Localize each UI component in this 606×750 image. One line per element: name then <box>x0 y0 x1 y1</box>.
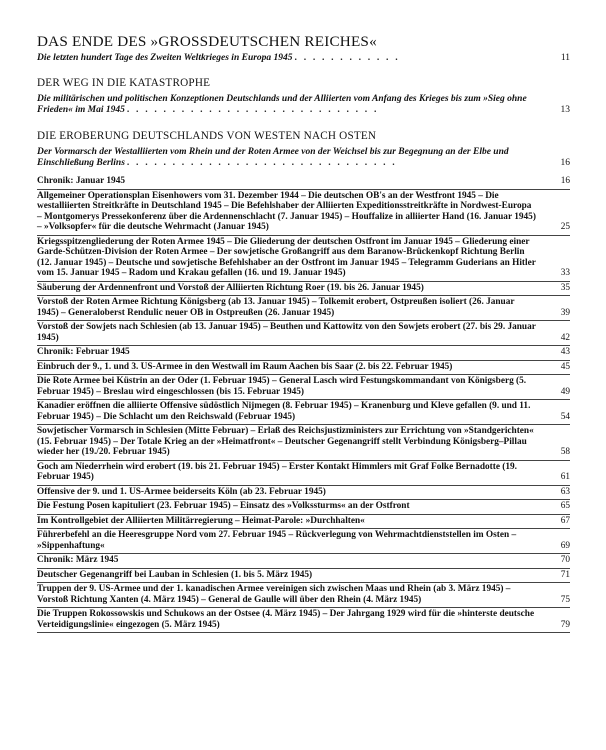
toc-entry[interactable] <box>37 175 570 190</box>
page-number: 75 <box>560 594 570 605</box>
toc-entry-text: Säuberung der Ardennenfront und Vorstoß der Alliierten Richtung Roer (19. bis 26. Januar 1945) <box>37 282 424 293</box>
section-eroberung <box>37 129 570 633</box>
page-number: 79 <box>560 619 570 630</box>
section-subtitle-row[interactable] <box>37 94 570 116</box>
toc-entry[interactable] <box>37 554 570 569</box>
page-number: 61 <box>560 472 570 482</box>
toc-entry[interactable] <box>37 236 570 282</box>
toc-entry-text: Sowjetischer Vormarsch in Schlesien (Mitte Februar) – Erlaß des Reichsjustizministers zur Errichtung von »Standgerichten« (15. Februar 1945) – Der Totale Krieg an der »Heimatfront« – Deutscher Gegenangriff stellt Verbindung Königsberg–Pillau wieder her (19./20. Februar 1945) <box>37 426 534 457</box>
toc-entry[interactable] <box>37 461 570 486</box>
toc-entry[interactable] <box>37 583 570 608</box>
page-number: 70 <box>560 555 570 565</box>
page-number: 13 <box>560 105 570 115</box>
toc-entry[interactable] <box>37 500 570 515</box>
toc-entry[interactable] <box>37 296 570 321</box>
section-subtitle-row[interactable] <box>37 53 570 64</box>
toc-entry[interactable] <box>37 361 570 376</box>
toc-entry[interactable] <box>37 282 570 297</box>
section-weg-katastrophe <box>37 76 570 116</box>
page-number: 11 <box>560 53 570 63</box>
toc-entry-list <box>37 175 570 633</box>
page-number: 16 <box>560 158 570 168</box>
page-number: 54 <box>560 411 570 422</box>
page-number: 69 <box>560 540 570 551</box>
toc-entry-text: Goch am Niederrhein wird erobert (19. bis 21. Februar 1945) – Erster Kontakt Himmlers mit Graf Folke Bernadotte (19. Februar 1945) <box>37 461 518 482</box>
toc-entry[interactable] <box>37 375 570 400</box>
section-subtitle: Die letzten hundert Tage des Zweiten Weltkrieges in Europa 1945 . . . . . . . . . . . . <box>37 53 401 63</box>
toc-entry[interactable] <box>37 400 570 425</box>
page-number: 49 <box>560 386 570 397</box>
page-number: 71 <box>560 569 570 580</box>
toc-entry[interactable] <box>37 190 570 236</box>
toc-entry-text: Führerbefehl an die Heeresgruppe Nord vom 27. Februar 1945 – Rückverlegung von Wehrmachtdienststellen im Osten – »Sippenhaftung« <box>37 530 517 551</box>
page-number: 39 <box>560 307 570 318</box>
page-number: 63 <box>560 486 570 497</box>
page-number: 42 <box>560 332 570 343</box>
page-number: 65 <box>560 501 570 511</box>
leader-dots: . . . . . . . . . . . . <box>294 53 401 63</box>
toc-entry-text: Deutscher Gegenangriff bei Lauban in Schlesien (1. bis 5. März 1945) <box>37 569 313 580</box>
toc-entry-text: Chronik: Februar 1945 <box>37 347 130 357</box>
toc-entry-text: Chronik: Januar 1945 <box>37 176 125 186</box>
page-number: 33 <box>560 268 570 278</box>
leader-dots: . . . . . . . . . . . . . . . . . . . . . . . . . . . . . . <box>127 158 398 168</box>
toc-entry-text: Die Rote Armee bei Küstrin an der Oder (1. Februar 1945) – General Lasch wird Festungskommandant von Königsberg (5. Februar 1945) – Breslau wird eingeschlossen (bis 15. Februar 1945) <box>37 376 527 397</box>
toc-entry[interactable] <box>37 486 570 501</box>
section-subtitle-row[interactable] <box>37 147 570 169</box>
toc-entry-text: Chronik: März 1945 <box>37 555 119 565</box>
leader-dots: . . . . . . . . . . . . . . . . . . . . . . . . . . . . <box>127 105 379 115</box>
toc-entry[interactable] <box>37 515 570 530</box>
page-number: 45 <box>560 361 570 372</box>
section-ende-des-reiches <box>37 34 570 64</box>
toc-entry[interactable] <box>37 425 570 461</box>
page-number: 16 <box>560 176 570 186</box>
section-title: DER WEG IN DIE KATASTROPHE <box>37 77 211 89</box>
section-title: DIE EROBERUNG DEUTSCHLANDS VON WESTEN NACH OSTEN <box>37 130 377 142</box>
page-number: 43 <box>560 347 570 357</box>
page-number: 67 <box>560 515 570 526</box>
toc-entry-text: Einbruch der 9., 1. und 3. US-Armee in den Westwall im Raum Aachen bis Saar (2. bis 22. Februar 1945) <box>37 361 453 372</box>
page-number: 58 <box>560 447 570 457</box>
toc-entry-text: Offensive der 9. und 1. US-Armee beiderseits Köln (ab 23. Februar 1945) <box>37 486 326 497</box>
toc-entry-text: Truppen der 9. US-Armee und der 1. kanadischen Armee vereinigen sich zwischen Maas und Rhein (ab 3. März 1945) – Vorstoß Richtung Xanten (4. März 1945) – General de Gaulle will über den Rhein (4. März 1945) <box>37 584 511 605</box>
toc-entry-text: Vorstoß der Sowjets nach Schlesien (ab 13. Januar 1945) – Beuthen und Kattowitz von den Sowjets erobert (27. bis 29. Januar 1945) <box>37 322 536 343</box>
toc-entry-text: Im Kontrollgebiet der Alliierten Militärregierung – Heimat-Parole: »Durchhalten« <box>37 515 365 526</box>
page-number: 35 <box>560 282 570 293</box>
toc-entry[interactable] <box>37 608 570 633</box>
toc-entry[interactable] <box>37 569 570 584</box>
toc-entry-text: Allgemeiner Operationsplan Eisenhowers vom 31. Dezember 1944 – Die deutschen OB's an der Westfront 1945 – Die westalliierten Streitkräfte in Deutschland 1945 – Die Befehlshaber der Alliierten Expeditionsstreitkräfte in Nordwest-Europa – Montgomerys Pressekonferenz über die Ardennenschlacht (7. Januar 1945) – Houffalize in alliierter Hand (16. Januar 1945) – »Volksopfer« für die deutsche Wehrmacht (Januar 1945) <box>37 190 536 232</box>
section-title: DAS ENDE DES »GROSSDEUTSCHEN REICHES« <box>37 33 377 50</box>
toc-entry[interactable] <box>37 321 570 346</box>
table-of-contents <box>37 34 570 646</box>
toc-entry-text: Vorstoß der Roten Armee Richtung Königsberg (ab 13. Januar 1945) – Tolkemit erobert, Ostpreußen isoliert (26. Januar 1945) – Generaloberst Rendulic neuer OB in Ostpreußen (26. Januar 1945) <box>37 297 515 318</box>
toc-entry[interactable] <box>37 346 570 361</box>
toc-entry-text: Die Truppen Rokossowskis und Schukows an der Ostsee (4. März 1945) – Der Jahrgang 1929 wird für die »hinterste deutsche Verteidigungslinie« eingezogen (5. März 1945) <box>37 609 535 630</box>
section-subtitle: Der Vormarsch der Westalliierten vom Rhein und der Roten Armee von der Weichsel bis zur Begegnung an der Elbe und Einschließung Berlins . . . . . . . . . . . . . . . . . . . . . . . . . . . . . . <box>37 147 509 168</box>
toc-entry[interactable] <box>37 529 570 554</box>
toc-entry-text: Die Festung Posen kapituliert (23. Februar 1945) – Einsatz des »Volkssturms« an der Ostfront <box>37 501 410 511</box>
section-subtitle: Die militärischen und politischen Konzeptionen Deutschlands und der Alliierten vom Anfang des Krieges bis zum »Sieg ohne Frieden« im Mai 1945 . . . . . . . . . . . . . . . . . . . . . . . . . . . . <box>37 94 527 115</box>
page-number: 25 <box>560 222 570 232</box>
toc-entry-text: Kriegsspitzengliederung der Roten Armee 1945 – Die Gliederung der deutschen Ostfront im Januar 1945 – Gliederung einer Garde-Schützen-Division der Roten Armee – Der sowjetische Großangriff aus dem Baranow-Brückenkopf Richtung Berlin (12. Januar 1945) – Deutsche und sowjetische Befehlshaber an der Ostfront im Januar 1945 – Telegramm Guderians an Hitler vom 15. Januar 1945 – Radom und Krakau gefallen (16. und 19. Januar 1945) <box>37 236 536 278</box>
toc-entry-text: Kanadier eröffnen die alliierte Offensive südöstlich Nijmegen (8. Februar 1945) – Kranenburg und Kleve gefallen (9. und 11. Februar 1945) – Die Schlacht um den Reichswald (Februar 1945) <box>37 401 531 422</box>
